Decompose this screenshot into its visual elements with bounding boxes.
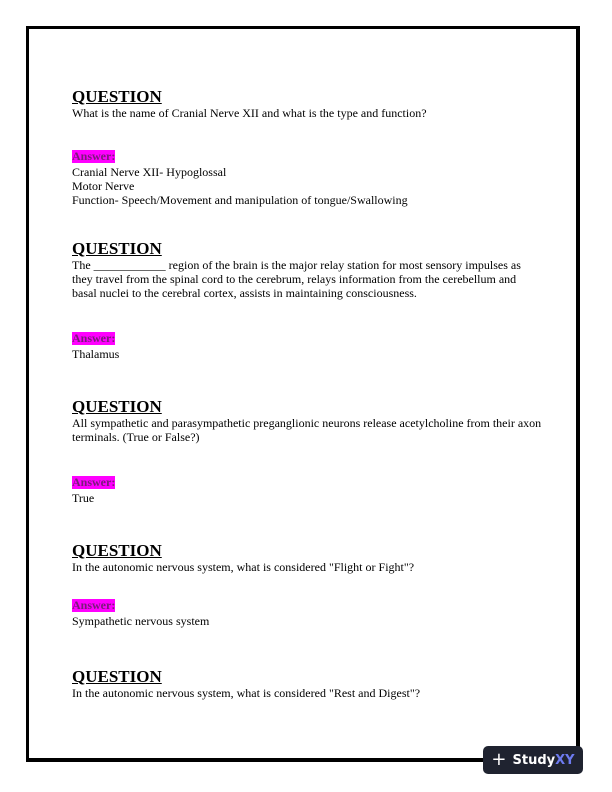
question-heading: QUESTION [72, 87, 162, 106]
question-text: The ____________ region of the brain is the major relay station for most sensory impulses as they travel from the spinal cord to the cerebrum, relays information from the cerebellum and basal nuclei to the cerebral cortex, assists in maintaining consciousness. [72, 258, 521, 300]
answer-label: Answer: [72, 475, 116, 489]
answer-block-3 [72, 473, 542, 505]
question-block-3 [72, 398, 542, 444]
answer-line: Function- Speech/Movement and manipulation of tongue/Swallowing [72, 193, 408, 207]
answer-block-4 [72, 596, 542, 628]
page-border [26, 26, 580, 762]
question-text: What is the name of Cranial Nerve XII and what is the type and function? [72, 106, 427, 120]
question-block-4 [72, 542, 542, 574]
answer-line: True [72, 491, 95, 505]
question-heading: QUESTION [72, 667, 162, 686]
question-block-2 [72, 240, 542, 300]
answer-line: Sympathetic nervous system [72, 614, 210, 628]
question-heading: QUESTION [72, 541, 162, 560]
plus-icon: + [491, 749, 507, 770]
answer-block-2 [72, 329, 542, 361]
logo-brand-main: Study [512, 752, 556, 768]
answer-label: Answer: [72, 149, 116, 163]
answer-label: Answer: [72, 331, 116, 345]
question-text: In the autonomic nervous system, what is considered "Flight or Fight"? [72, 560, 415, 574]
answer-label: Answer: [72, 598, 116, 612]
question-text: In the autonomic nervous system, what is considered "Rest and Digest"? [72, 686, 421, 700]
answer-line: Cranial Nerve XII- Hypoglossal [72, 165, 227, 179]
question-heading: QUESTION [72, 239, 162, 258]
logo-brand-accent: XY [555, 752, 575, 768]
question-heading: QUESTION [72, 397, 162, 416]
answer-block-1 [72, 147, 542, 207]
question-text: All sympathetic and parasympathetic preganglionic neurons release acetylcholine from their axon terminals. (True or False?) [72, 416, 542, 444]
answer-line: Motor Nerve [72, 179, 135, 193]
answer-line: Thalamus [72, 347, 120, 361]
studyxy-logo[interactable] [483, 746, 583, 774]
question-block-5 [72, 668, 542, 700]
question-block-1 [72, 88, 542, 120]
